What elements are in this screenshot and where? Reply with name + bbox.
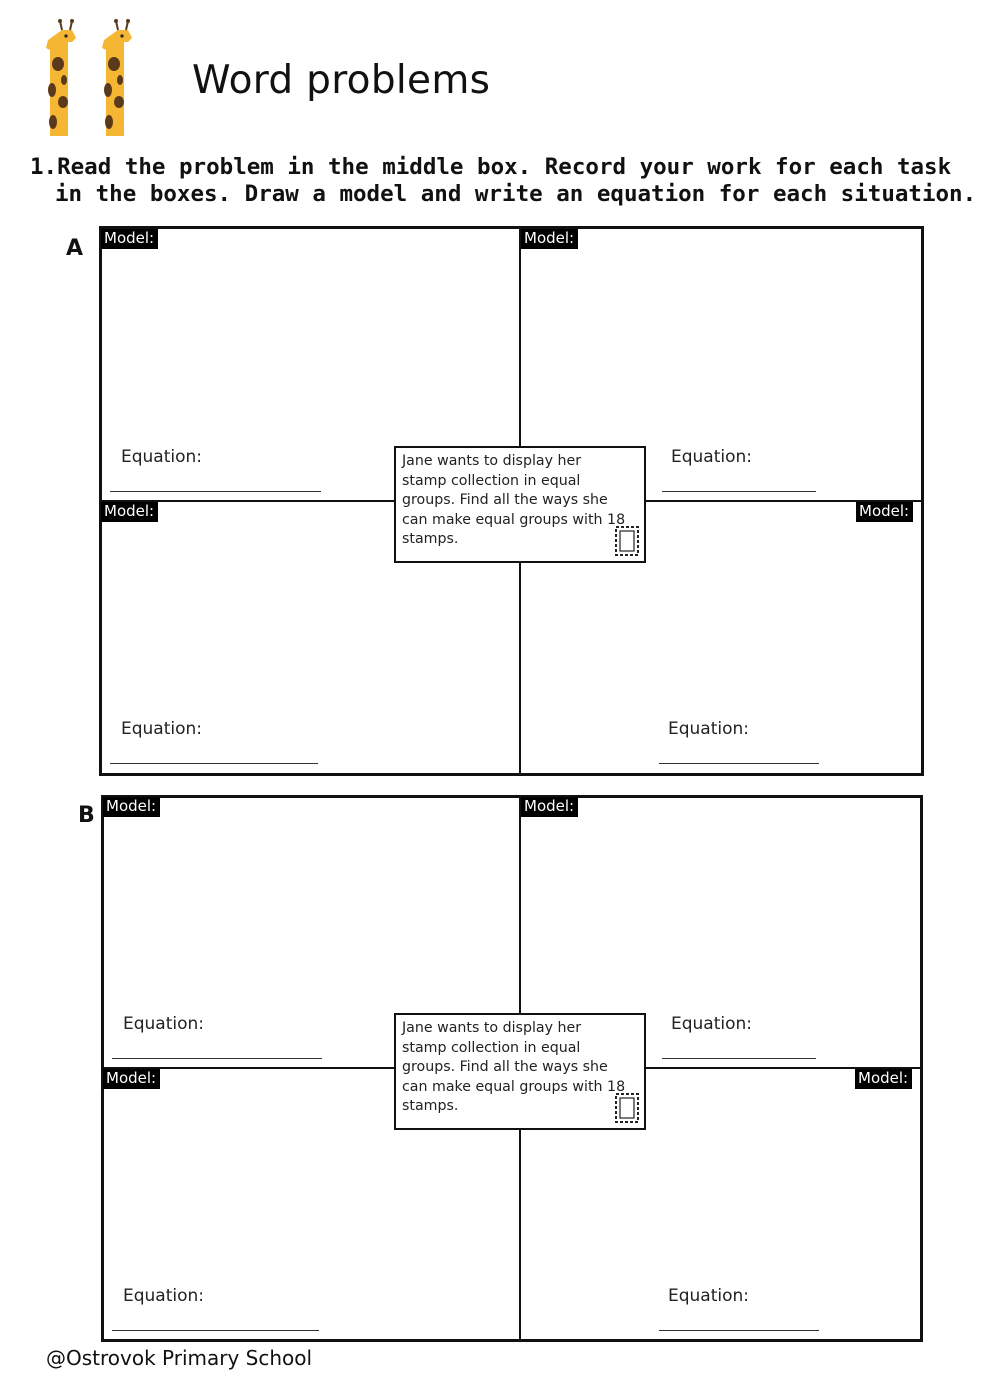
section-a-model-tag-top-right: Model:	[521, 229, 578, 249]
section-b-model-tag-bottom-right: Model:	[855, 1069, 912, 1089]
footer-credit: @Ostrovok Primary School	[46, 1346, 313, 1370]
section-b-model-tag-bottom-left: Model:	[103, 1069, 160, 1089]
giraffe-left-icon	[46, 19, 76, 136]
section-b-equation-label-top-left: Equation:	[123, 1014, 205, 1034]
section-b-model-tag-top-left: Model:	[103, 797, 160, 817]
section-a-equation-line-top-left[interactable]	[110, 491, 321, 492]
section-a-model-tag-top-left: Model:	[101, 229, 158, 249]
section-a-equation-label-bottom-left: Equation:	[121, 719, 203, 739]
section-a-equation-line-bottom-right[interactable]	[659, 763, 819, 764]
section-a-equation-label-top-left: Equation:	[121, 447, 203, 467]
section-a-equation-line-top-right[interactable]	[662, 491, 816, 492]
giraffe-right-icon	[102, 19, 132, 136]
instructions-line-1: 1.Read the problem in the middle box. Record your work for each task	[30, 154, 952, 180]
section-b-letter: B	[78, 803, 95, 828]
section-b-model-tag-top-right: Model:	[521, 797, 578, 817]
section-a-letter: A	[66, 236, 84, 261]
section-b-equation-label-top-right: Equation:	[671, 1014, 753, 1034]
section-a-equation-label-bottom-right: Equation:	[668, 719, 750, 739]
section-b-problem-text: Jane wants to display her stamp collection in equal groups. Find all the ways she can make equal groups with 18 stamps.	[402, 1020, 626, 1114]
section-a-equation-label-top-right: Equation:	[671, 447, 753, 467]
stamp-icon	[613, 1091, 641, 1125]
instructions	[30, 154, 980, 208]
giraffe-logo-icon	[38, 18, 140, 142]
section-b-equation-label-bottom-right: Equation:	[668, 1286, 750, 1306]
section-a-model-tag-bottom-right: Model:	[856, 502, 913, 522]
section-a-equation-line-bottom-left[interactable]	[110, 763, 318, 764]
section-b-problem-box	[394, 1013, 646, 1130]
section-b-equation-line-bottom-left[interactable]	[112, 1330, 319, 1331]
section-a-model-tag-bottom-left: Model:	[101, 502, 158, 522]
instructions-line-2: in the boxes. Draw a model and write an equation for each situation.	[55, 181, 977, 207]
section-b-equation-label-bottom-left: Equation:	[123, 1286, 205, 1306]
page-title: Word problems	[192, 58, 491, 103]
section-b-equation-line-top-left[interactable]	[112, 1058, 322, 1059]
section-b-equation-line-top-right[interactable]	[662, 1058, 816, 1059]
section-a-problem-text: Jane wants to display her stamp collection in equal groups. Find all the ways she can make equal groups with 18 stamps.	[402, 453, 626, 547]
section-b-equation-line-bottom-right[interactable]	[659, 1330, 819, 1331]
stamp-icon	[613, 524, 641, 558]
section-a-problem-box	[394, 446, 646, 563]
